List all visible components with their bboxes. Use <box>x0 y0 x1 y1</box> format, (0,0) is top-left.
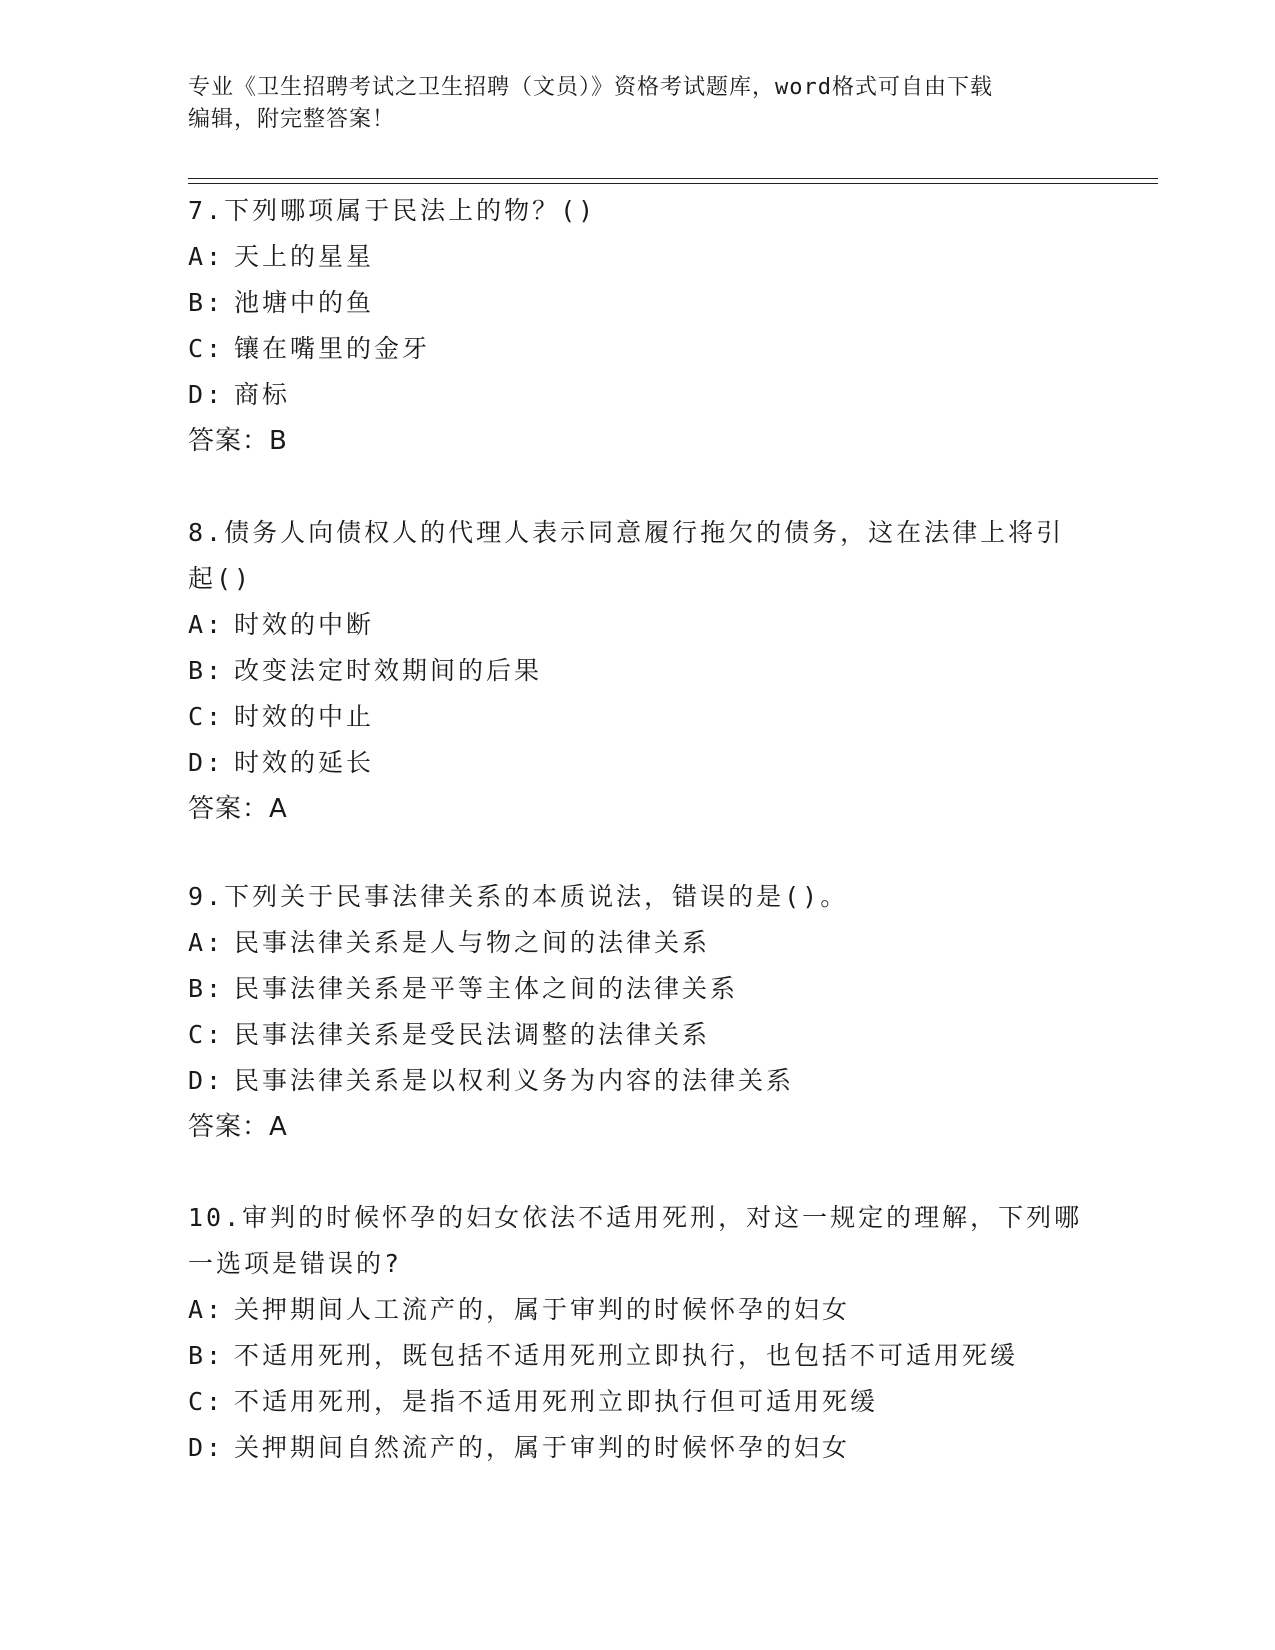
option-a <box>188 1287 1088 1333</box>
option-b <box>188 966 1088 1012</box>
question-stem: 7.下列哪项属于民法上的物？() <box>188 196 597 225</box>
header-divider-top <box>188 178 1158 179</box>
question-10 <box>188 1195 1088 1471</box>
option-key: B: <box>188 288 225 317</box>
option-d <box>188 1058 1088 1104</box>
option-text: 民事法律关系是受民法调整的法律关系 <box>234 1020 711 1049</box>
option-key: A: <box>188 1295 225 1324</box>
option-key: C: <box>188 334 225 363</box>
option-key: C: <box>188 1387 225 1416</box>
option-text: 关押期间自然流产的，属于审判的时候怀孕的妇女 <box>234 1433 851 1462</box>
option-text: 时效的中止 <box>234 702 375 731</box>
option-c <box>188 1379 1088 1425</box>
option-key: D: <box>188 380 225 409</box>
option-a <box>188 234 1088 280</box>
option-c <box>188 694 1088 740</box>
header-line-1: 专业《卫生招聘考试之卫生招聘（文员）》资格考试题库，word格式可自由下载 <box>188 75 993 100</box>
option-b <box>188 648 1088 694</box>
option-key: D: <box>188 1066 225 1095</box>
option-d <box>188 1425 1088 1471</box>
option-text: 镶在嘴里的金牙 <box>234 334 431 363</box>
option-text: 不适用死刑，既包括不适用死刑立即执行，也包括不可适用死缓 <box>234 1341 1019 1370</box>
question-8 <box>188 510 1088 832</box>
option-text: 不适用死刑，是指不适用死刑立即执行但可适用死缓 <box>234 1387 879 1416</box>
option-text: 时效的中断 <box>234 610 375 639</box>
option-d <box>188 740 1088 786</box>
option-text: 民事法律关系是平等主体之间的法律关系 <box>234 974 739 1003</box>
answer-line: 答案：A <box>188 794 288 824</box>
question-7 <box>188 188 1088 464</box>
header-divider-bottom <box>188 183 1158 184</box>
header-line-2: 编辑，附完整答案！ <box>188 107 396 132</box>
option-text: 池塘中的鱼 <box>234 288 375 317</box>
option-key: C: <box>188 1020 225 1049</box>
option-b <box>188 280 1088 326</box>
option-c <box>188 326 1088 372</box>
option-a <box>188 920 1088 966</box>
option-key: A: <box>188 928 225 957</box>
option-key: B: <box>188 1341 225 1370</box>
option-c <box>188 1012 1088 1058</box>
option-key: A: <box>188 242 225 271</box>
option-key: B: <box>188 974 225 1003</box>
option-d <box>188 372 1088 418</box>
option-key: B: <box>188 656 225 685</box>
question-stem: 10.审判的时候怀孕的妇女依法不适用死刑，对这一规定的理解，下列哪一选项是错误的? <box>188 1203 1083 1278</box>
question-stem: 9.下列关于民事法律关系的本质说法，错误的是()。 <box>188 882 849 911</box>
answer-line: 答案：B <box>188 426 288 456</box>
document-header <box>188 72 1088 136</box>
option-key: C: <box>188 702 225 731</box>
answer-line: 答案：A <box>188 1112 288 1142</box>
option-text: 民事法律关系是人与物之间的法律关系 <box>234 928 711 957</box>
option-text: 民事法律关系是以权利义务为内容的法律关系 <box>234 1066 795 1095</box>
option-key: D: <box>188 748 225 777</box>
option-text: 改变法定时效期间的后果 <box>234 656 543 685</box>
option-b <box>188 1333 1088 1379</box>
option-text: 商标 <box>234 380 291 409</box>
option-text: 关押期间人工流产的，属于审判的时候怀孕的妇女 <box>234 1295 851 1324</box>
option-a <box>188 602 1088 648</box>
option-key: A: <box>188 610 225 639</box>
option-text: 时效的延长 <box>234 748 375 777</box>
question-9 <box>188 874 1088 1150</box>
option-text: 天上的星星 <box>234 242 375 271</box>
question-stem: 8.债务人向债权人的代理人表示同意履行拖欠的债务，这在法律上将引起() <box>188 518 1065 593</box>
option-key: D: <box>188 1433 225 1462</box>
